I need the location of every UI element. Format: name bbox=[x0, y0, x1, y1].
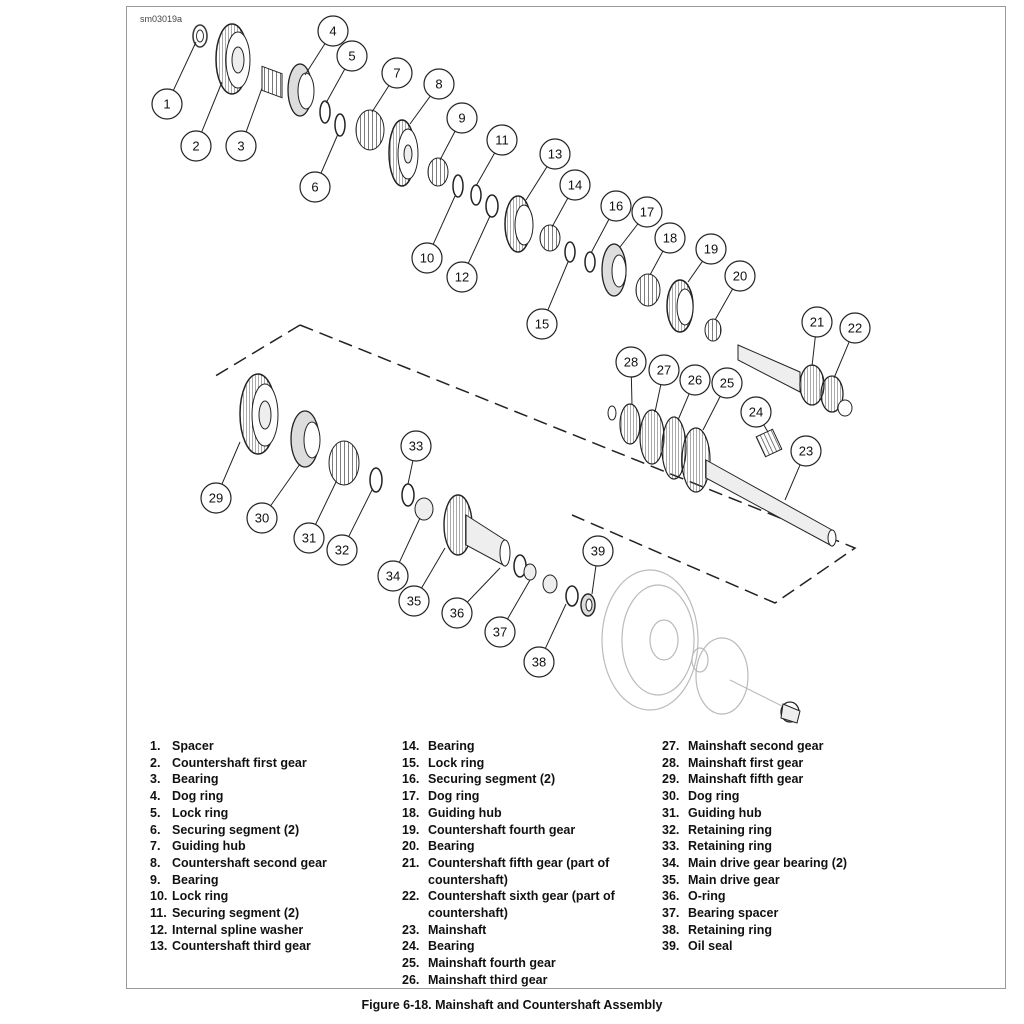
legend-label: Lock ring bbox=[172, 889, 229, 904]
leader-line bbox=[678, 394, 689, 420]
legend-number: 30. bbox=[662, 789, 680, 804]
leader-line bbox=[764, 425, 768, 432]
part-dog-ring-4 bbox=[288, 64, 314, 116]
callout-15 bbox=[527, 309, 557, 339]
legend-label: Lock ring bbox=[172, 805, 229, 820]
legend-number: 33. bbox=[662, 839, 680, 854]
leader-line bbox=[468, 216, 490, 263]
callout-number: 16 bbox=[608, 198, 624, 214]
leader-line bbox=[834, 342, 849, 378]
part-lock-ring-5 bbox=[320, 101, 330, 123]
leader-line bbox=[552, 198, 568, 227]
legend-item bbox=[662, 755, 847, 772]
callout-number: 4 bbox=[329, 23, 337, 39]
legend-label: Securing segment (2) bbox=[428, 772, 556, 787]
callout-number: 20 bbox=[732, 268, 748, 284]
callout-number: 17 bbox=[639, 204, 655, 220]
part-guiding-hub-7 bbox=[356, 110, 384, 150]
part-retaining-ring-32 bbox=[370, 468, 382, 492]
callout-39 bbox=[583, 536, 613, 566]
legend-label: Dog ring bbox=[172, 789, 224, 804]
legend-item bbox=[402, 838, 640, 855]
legend-number: 25. bbox=[402, 956, 420, 971]
callout-number: 3 bbox=[237, 138, 245, 154]
legend-label: Dog ring bbox=[428, 789, 480, 804]
callout-number: 22 bbox=[847, 320, 863, 336]
legend-number: 4. bbox=[150, 789, 161, 804]
callout-37 bbox=[485, 617, 515, 647]
legend-number: 36. bbox=[662, 889, 680, 904]
legend-item bbox=[150, 855, 327, 872]
legend-label: Guiding hub bbox=[688, 805, 762, 820]
callout-2 bbox=[181, 131, 211, 161]
part-retaining-ring-33 bbox=[402, 484, 414, 506]
leader-line bbox=[433, 196, 455, 244]
legend-number: 5. bbox=[150, 805, 161, 820]
legend-number: 34. bbox=[662, 855, 680, 870]
part-oil-seal bbox=[581, 594, 595, 616]
callout-31 bbox=[294, 523, 324, 553]
callouts bbox=[152, 16, 870, 677]
legend-label: Mainshaft first gear bbox=[688, 755, 804, 770]
part-main-drive-gear bbox=[444, 495, 510, 566]
legend-column-2 bbox=[402, 738, 640, 989]
legend-label: Spacer bbox=[172, 739, 214, 753]
legend-number: 7. bbox=[150, 839, 161, 854]
callout-number: 38 bbox=[531, 654, 547, 670]
legend-number: 8. bbox=[150, 855, 161, 870]
callout-number: 27 bbox=[656, 362, 672, 378]
callout-21 bbox=[802, 307, 832, 337]
legend-item bbox=[402, 805, 640, 822]
leader-line bbox=[548, 262, 568, 310]
callout-number: 34 bbox=[385, 568, 401, 584]
leader-line bbox=[620, 224, 638, 247]
part-securing-segment-11 bbox=[471, 185, 481, 205]
legend-item bbox=[150, 805, 327, 822]
callout-36 bbox=[442, 598, 472, 628]
part-securing-segment-6 bbox=[335, 114, 345, 136]
legend-item bbox=[402, 855, 640, 888]
leader-line bbox=[812, 337, 815, 366]
legend-label: Mainshaft second gear bbox=[688, 739, 824, 753]
leader-line bbox=[785, 465, 800, 500]
leader-line bbox=[476, 153, 495, 186]
legend-item bbox=[662, 822, 847, 839]
legend-label: Countershaft first gear bbox=[172, 755, 307, 770]
legend-label: Bearing bbox=[428, 939, 475, 954]
leader-line bbox=[305, 44, 325, 75]
callout-24 bbox=[741, 397, 771, 427]
legend-label: Countershaft fifth gear (part of countershaft) bbox=[428, 855, 610, 887]
callout-1 bbox=[152, 89, 182, 119]
callout-5 bbox=[337, 41, 367, 71]
part-bearing-9 bbox=[428, 158, 448, 186]
legend-number: 3. bbox=[150, 772, 161, 787]
legend-label: Countershaft third gear bbox=[172, 939, 311, 954]
legend-number: 9. bbox=[150, 872, 161, 887]
legend-number: 6. bbox=[150, 822, 161, 837]
part-clutch-housing-ghost bbox=[602, 570, 790, 714]
part-lock-ring-10 bbox=[453, 175, 463, 197]
callout-number: 23 bbox=[798, 443, 814, 459]
part-internal-spline-washer-12 bbox=[486, 195, 498, 217]
legend-item bbox=[402, 771, 640, 788]
leader-line bbox=[316, 482, 336, 524]
callout-22 bbox=[840, 313, 870, 343]
legend-item bbox=[662, 788, 847, 805]
legend-item bbox=[150, 838, 327, 855]
callout-number: 36 bbox=[449, 605, 465, 621]
part-bearing-24 bbox=[756, 429, 782, 457]
legend-number: 29. bbox=[662, 772, 680, 787]
callout-19 bbox=[696, 234, 726, 264]
legend-item bbox=[402, 755, 640, 772]
legend-label: Internal spline washer bbox=[172, 922, 304, 937]
legend-item bbox=[662, 805, 847, 822]
legend-label: Retaining ring bbox=[688, 822, 773, 837]
legend-item bbox=[402, 888, 640, 921]
part-bearing-14 bbox=[540, 225, 560, 251]
part-bearing-3 bbox=[262, 66, 282, 97]
callout-number: 12 bbox=[454, 269, 470, 285]
figure-caption: Figure 6-18. Mainshaft and Countershaft Assembly bbox=[361, 998, 663, 1012]
callout-number: 8 bbox=[435, 76, 443, 92]
legend-number: 13. bbox=[150, 939, 168, 954]
legend-item bbox=[662, 838, 847, 855]
callout-23 bbox=[791, 436, 821, 466]
callout-13 bbox=[540, 139, 570, 169]
legend-item bbox=[402, 955, 640, 972]
legend-number: 26. bbox=[402, 972, 420, 987]
legend-number: 16. bbox=[402, 772, 420, 787]
leader-line bbox=[408, 461, 413, 484]
legend-item bbox=[150, 771, 327, 788]
legend-label: Bearing spacer bbox=[688, 906, 779, 921]
legend-label: Dog ring bbox=[688, 789, 740, 804]
callout-11 bbox=[487, 125, 517, 155]
part-mainshaft-fifth-gear bbox=[240, 374, 278, 454]
callout-29 bbox=[201, 483, 231, 513]
legend-item bbox=[662, 888, 847, 905]
callout-number: 29 bbox=[208, 490, 224, 506]
callout-17 bbox=[632, 197, 662, 227]
legend-item bbox=[150, 905, 327, 922]
legend-label: Bearing bbox=[172, 872, 219, 887]
leader-line bbox=[703, 396, 720, 430]
leader-line bbox=[349, 490, 372, 537]
legend-number: 35. bbox=[662, 872, 680, 887]
legend-item bbox=[662, 771, 847, 788]
legend-item bbox=[662, 938, 847, 955]
callout-number: 32 bbox=[334, 542, 350, 558]
legend-number: 27. bbox=[662, 739, 680, 753]
leader-line bbox=[631, 377, 632, 405]
legend-number: 10. bbox=[150, 889, 168, 904]
legend-label: Countershaft sixth gear (part of countershaft) bbox=[428, 889, 615, 921]
legend-number: 28. bbox=[662, 755, 680, 770]
callout-number: 26 bbox=[687, 372, 703, 388]
callout-20 bbox=[725, 261, 755, 291]
leader-line bbox=[410, 96, 430, 124]
figure-id: sm03019a bbox=[140, 14, 183, 24]
callout-number: 31 bbox=[301, 530, 317, 546]
callout-number: 15 bbox=[534, 316, 550, 332]
legend-number: 11. bbox=[150, 906, 167, 921]
leader-line bbox=[326, 69, 345, 103]
legend-number: 20. bbox=[402, 839, 420, 854]
callout-number: 39 bbox=[590, 543, 606, 559]
part-main-drive-gear-bearing bbox=[415, 498, 433, 520]
leader-line bbox=[173, 42, 196, 90]
legend-label: Retaining ring bbox=[688, 922, 773, 937]
callout-number: 35 bbox=[406, 593, 422, 609]
callout-number: 9 bbox=[458, 110, 466, 126]
callout-number: 25 bbox=[719, 375, 735, 391]
callout-12 bbox=[447, 262, 477, 292]
legend-label: Guiding hub bbox=[172, 839, 246, 854]
callout-8 bbox=[424, 69, 454, 99]
callout-number: 5 bbox=[348, 48, 356, 64]
callout-16 bbox=[601, 191, 631, 221]
legend-label: Bearing bbox=[172, 772, 219, 787]
part-countershaft-fourth-gear-19 bbox=[667, 280, 693, 332]
callout-number: 28 bbox=[623, 354, 639, 370]
callout-number: 2 bbox=[192, 138, 200, 154]
legend-column-3 bbox=[662, 738, 847, 955]
leader-line bbox=[655, 385, 661, 412]
callout-number: 7 bbox=[393, 65, 401, 81]
legend-item bbox=[150, 738, 327, 755]
legend-item bbox=[150, 888, 327, 905]
legend-number: 15. bbox=[402, 755, 420, 770]
leader-line bbox=[688, 261, 702, 282]
part-mainshaft-assembly bbox=[608, 404, 836, 546]
legend-label: Mainshaft fourth gear bbox=[428, 956, 556, 971]
legend-label: Mainshaft fifth gear bbox=[688, 772, 804, 787]
legend-number: 24. bbox=[402, 939, 420, 954]
legend-label: Guiding hub bbox=[428, 805, 502, 820]
leader-line bbox=[222, 442, 240, 484]
callout-number: 14 bbox=[567, 177, 583, 193]
callout-number: 1 bbox=[163, 96, 171, 112]
callout-number: 24 bbox=[748, 404, 764, 420]
legend-number: 1. bbox=[150, 739, 161, 753]
legend-item bbox=[662, 738, 847, 755]
leader-line bbox=[467, 568, 500, 602]
callout-18 bbox=[655, 223, 685, 253]
legend-item bbox=[662, 922, 847, 939]
legend-item bbox=[402, 738, 640, 755]
legend-label: Countershaft fourth gear bbox=[428, 822, 576, 837]
leader-line bbox=[422, 548, 445, 588]
legend-item bbox=[150, 938, 327, 955]
legend-item bbox=[150, 755, 327, 772]
callout-number: 10 bbox=[419, 250, 435, 266]
legend-number: 19. bbox=[402, 822, 420, 837]
leader-line bbox=[372, 86, 389, 112]
callout-number: 30 bbox=[254, 510, 270, 526]
legend-item bbox=[662, 855, 847, 872]
part-retaining-ring-38 bbox=[566, 586, 578, 606]
legend-item bbox=[402, 822, 640, 839]
part-bearing-spacer bbox=[524, 564, 557, 593]
part-guiding-hub-31 bbox=[329, 441, 359, 485]
legend-number: 23. bbox=[402, 922, 420, 937]
legend-number: 37. bbox=[662, 906, 680, 921]
legend-label: Countershaft second gear bbox=[172, 855, 327, 870]
callout-number: 18 bbox=[662, 230, 678, 246]
leader-line bbox=[399, 518, 420, 562]
leader-line bbox=[202, 82, 222, 132]
legend-number: 17. bbox=[402, 789, 420, 804]
callout-7 bbox=[382, 58, 412, 88]
callout-28 bbox=[616, 347, 646, 377]
legend-number: 12. bbox=[150, 922, 168, 937]
legend-number: 14. bbox=[402, 739, 420, 753]
part-guiding-hub-18 bbox=[636, 274, 660, 306]
legend-label: Mainshaft third gear bbox=[428, 972, 548, 987]
part-sleeve bbox=[781, 702, 800, 723]
legend-item bbox=[662, 905, 847, 922]
callout-9 bbox=[447, 103, 477, 133]
legend-item bbox=[402, 938, 640, 955]
callout-14 bbox=[560, 170, 590, 200]
legend-label: Securing segment (2) bbox=[172, 822, 300, 837]
legend-number: 2. bbox=[150, 755, 161, 770]
legend-number: 38. bbox=[662, 922, 680, 937]
legend-label: O-ring bbox=[688, 889, 726, 904]
callout-27 bbox=[649, 355, 679, 385]
part-bearing-20 bbox=[705, 319, 721, 341]
legend-label: Main drive gear bearing (2) bbox=[688, 855, 848, 870]
callout-number: 33 bbox=[408, 438, 424, 454]
part-dog-ring-17 bbox=[602, 244, 626, 296]
legend-item bbox=[150, 922, 327, 939]
legend-number: 32. bbox=[662, 822, 680, 837]
legend-item bbox=[150, 788, 327, 805]
leader-line bbox=[526, 167, 547, 200]
legend-item bbox=[402, 972, 640, 989]
leader-line bbox=[507, 580, 530, 619]
legend-number: 18. bbox=[402, 805, 420, 820]
callout-number: 11 bbox=[495, 132, 509, 148]
legend-item bbox=[662, 872, 847, 889]
leader-line bbox=[545, 604, 566, 648]
callout-number: 19 bbox=[703, 241, 719, 257]
leader-line bbox=[592, 566, 596, 594]
callout-number: 6 bbox=[311, 179, 319, 195]
legend-number: 22. bbox=[402, 889, 420, 904]
leader-line bbox=[591, 219, 609, 253]
legend-label: Securing segment (2) bbox=[172, 906, 300, 921]
callout-26 bbox=[680, 365, 710, 395]
legend-item bbox=[150, 822, 327, 839]
callout-number: 37 bbox=[492, 624, 508, 640]
leader-line bbox=[246, 88, 262, 132]
part-countershaft-second-gear-8 bbox=[389, 120, 418, 186]
legend-label: Bearing bbox=[428, 739, 475, 753]
legend-label: Bearing bbox=[428, 839, 475, 854]
leader-line bbox=[321, 134, 338, 173]
callout-number: 13 bbox=[547, 146, 563, 162]
legend-number: 21. bbox=[402, 855, 420, 870]
legend-item bbox=[402, 788, 640, 805]
part-lock-ring-15 bbox=[565, 242, 575, 262]
callout-6 bbox=[300, 172, 330, 202]
legend-label: Retaining ring bbox=[688, 839, 773, 854]
leader-line bbox=[650, 251, 663, 275]
leader-line bbox=[440, 131, 455, 160]
legend-column-1 bbox=[150, 738, 327, 955]
callout-3 bbox=[226, 131, 256, 161]
callout-34 bbox=[378, 561, 408, 591]
legend-number: 39. bbox=[662, 939, 680, 954]
legend-number: 31. bbox=[662, 805, 680, 820]
legend-label: Main drive gear bbox=[688, 872, 780, 887]
callout-10 bbox=[412, 243, 442, 273]
callout-33 bbox=[401, 431, 431, 461]
callout-38 bbox=[524, 647, 554, 677]
legend-label: Oil seal bbox=[688, 939, 733, 954]
callout-25 bbox=[712, 368, 742, 398]
callout-number: 21 bbox=[809, 314, 825, 330]
legend-item bbox=[150, 872, 327, 889]
part-securing-segment-16 bbox=[585, 252, 595, 272]
legend-label: Mainshaft bbox=[428, 922, 487, 937]
callout-35 bbox=[399, 586, 429, 616]
callout-32 bbox=[327, 535, 357, 565]
callout-4 bbox=[318, 16, 348, 46]
callout-30 bbox=[247, 503, 277, 533]
leader-line bbox=[271, 464, 300, 506]
part-countershaft-third-gear-13 bbox=[505, 196, 533, 252]
leader-line bbox=[715, 289, 733, 320]
legend-item bbox=[402, 922, 640, 939]
legend-label: Lock ring bbox=[428, 755, 485, 770]
part-dog-ring-30 bbox=[291, 411, 320, 467]
